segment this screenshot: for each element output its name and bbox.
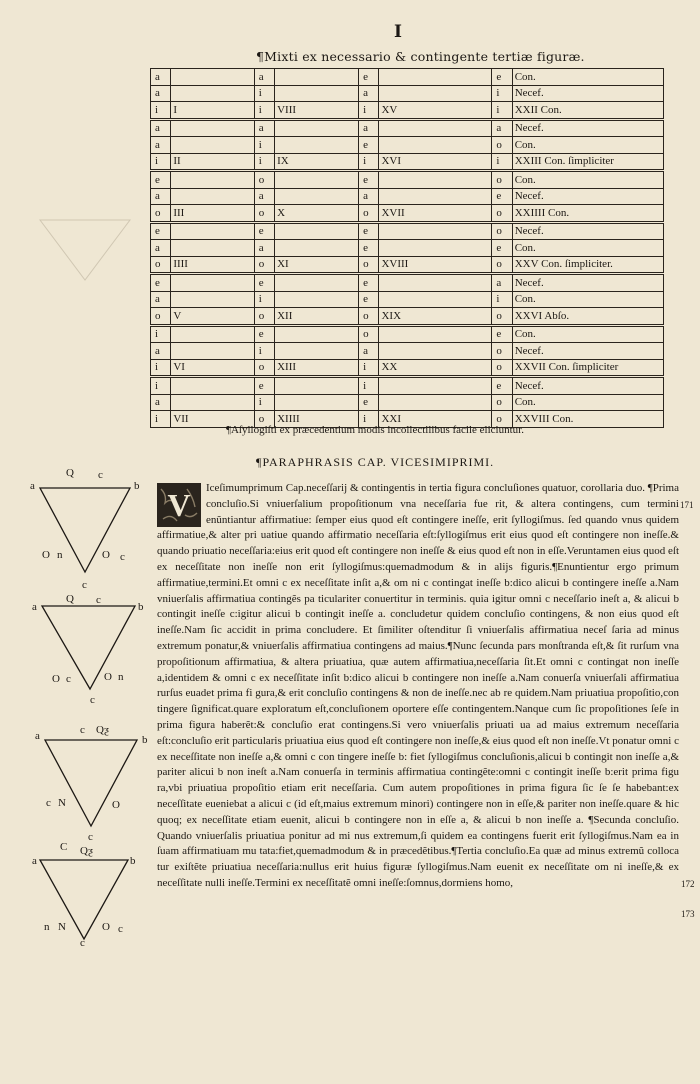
- table-cell: a: [151, 137, 171, 154]
- table-cell: Necef.: [512, 119, 663, 137]
- table-row: [151, 222, 664, 240]
- syllogism-diagrams: [0, 460, 170, 960]
- table-cell: [171, 188, 254, 205]
- diagram-label: a: [32, 601, 37, 613]
- table-cell: o: [492, 394, 512, 411]
- table-row: [151, 137, 664, 154]
- table-cell: o: [492, 171, 512, 189]
- table-cell: [379, 171, 492, 189]
- table-cell: e: [359, 171, 379, 189]
- faint-bleed-triangle: [30, 200, 140, 290]
- table-cell: [275, 69, 359, 86]
- diagram-label: b: [130, 855, 136, 867]
- table-cell: e: [254, 325, 274, 343]
- table-cell: e: [492, 69, 512, 86]
- table-cell: Con.: [512, 394, 663, 411]
- table-cell: i: [492, 153, 512, 171]
- table-cell: o: [492, 256, 512, 274]
- table-cell: i: [151, 153, 171, 171]
- table-cell: e: [492, 240, 512, 257]
- table-row: [151, 325, 664, 343]
- diagram-label: Q: [66, 593, 74, 605]
- table-cell: Necef.: [512, 377, 663, 395]
- table-row: [151, 308, 664, 326]
- table-cell: o: [151, 308, 171, 326]
- table-cell: a: [151, 119, 171, 137]
- table-cell: IX: [275, 153, 359, 171]
- table-cell: [171, 171, 254, 189]
- table-cell: [379, 188, 492, 205]
- table-cell: a: [151, 291, 171, 308]
- table-cell: Necef.: [512, 222, 663, 240]
- table-cell: [379, 325, 492, 343]
- diagram-label: c: [98, 469, 103, 481]
- table-cell: XVIII: [379, 256, 492, 274]
- diagram-label: O: [104, 671, 112, 683]
- diagram-label: c: [82, 579, 87, 591]
- table-cell: o: [254, 205, 274, 223]
- table-cell: [171, 377, 254, 395]
- table-cell: XXVIII Con.: [512, 411, 663, 428]
- table-cell: i: [254, 291, 274, 308]
- table-cell: e: [359, 291, 379, 308]
- table-cell: a: [359, 188, 379, 205]
- table-title: ¶Mixti ex necessario & contingente tertiæ figuræ.: [256, 49, 585, 64]
- table-cell: i: [492, 102, 512, 120]
- table-cell: [275, 325, 359, 343]
- table-cell: [171, 137, 254, 154]
- table-cell: [171, 394, 254, 411]
- table-cell: VI: [171, 359, 254, 377]
- diagram-label: O: [102, 921, 110, 933]
- diagram-label: a: [35, 730, 40, 742]
- diagram-label: a: [32, 855, 37, 867]
- table-cell: [275, 240, 359, 257]
- diagram-label: c: [66, 673, 71, 685]
- diagram-label: c: [118, 923, 123, 935]
- table-cell: XXIIII Con.: [512, 205, 663, 223]
- table-cell: a: [492, 274, 512, 292]
- diagram-label: C: [60, 841, 68, 853]
- table-cell: [171, 325, 254, 343]
- table-cell: a: [359, 119, 379, 137]
- bleed-through-marks: [30, 200, 140, 293]
- table-cell: Con.: [512, 325, 663, 343]
- modes-table: [150, 68, 664, 428]
- table-row: [151, 377, 664, 395]
- table-cell: [171, 85, 254, 102]
- table-cell: XXV Con. ſimpliciter.: [512, 256, 663, 274]
- margin-note-172: 172: [681, 879, 695, 889]
- table-cell: o: [359, 325, 379, 343]
- table-cell: o: [151, 256, 171, 274]
- table-cell: [275, 222, 359, 240]
- table-cell: [275, 394, 359, 411]
- table-row: [151, 171, 664, 189]
- table-cell: e: [254, 274, 274, 292]
- diagram-label: b: [142, 734, 148, 746]
- table-row: [151, 343, 664, 360]
- table-cell: a: [254, 240, 274, 257]
- table-cell: [379, 343, 492, 360]
- table-cell: i: [151, 102, 171, 120]
- triangle-diagram-3: [35, 724, 148, 843]
- table-cell: I: [171, 102, 254, 120]
- table-row: [151, 359, 664, 377]
- table-cell: i: [359, 153, 379, 171]
- triangle-diagram-2: [32, 593, 144, 706]
- table-cell: o: [254, 359, 274, 377]
- diagram-label: O: [112, 799, 120, 811]
- table-cell: [379, 291, 492, 308]
- table-cell: [275, 377, 359, 395]
- table-cell: VIII: [275, 102, 359, 120]
- table-cell: II: [171, 153, 254, 171]
- table-cell: o: [492, 205, 512, 223]
- table-cell: XIII: [275, 359, 359, 377]
- table-cell: i: [359, 411, 379, 428]
- table-cell: V: [171, 308, 254, 326]
- table-cell: i: [151, 325, 171, 343]
- table-cell: o: [151, 205, 171, 223]
- table-cell: Necef.: [512, 188, 663, 205]
- table-cell: e: [254, 222, 274, 240]
- paraphrase-text: [157, 481, 679, 892]
- table-cell: IIII: [171, 256, 254, 274]
- table-row: [151, 188, 664, 205]
- table-row: [151, 394, 664, 411]
- table-cell: [171, 240, 254, 257]
- table-cell: o: [492, 137, 512, 154]
- table-cell: o: [492, 222, 512, 240]
- diagram-label: n: [118, 671, 124, 683]
- table-cell: [379, 377, 492, 395]
- table-row: [151, 291, 664, 308]
- table-cell: [379, 240, 492, 257]
- diagram-label: n: [57, 549, 63, 561]
- diagram-label: N: [58, 797, 66, 809]
- table-cell: o: [359, 308, 379, 326]
- diagram-label: b: [134, 480, 140, 492]
- table-row: [151, 153, 664, 171]
- table-cell: Con.: [512, 69, 663, 86]
- table-cell: XXVII Con. ſimpliciter: [512, 359, 663, 377]
- table-cell: o: [254, 171, 274, 189]
- table-cell: III: [171, 205, 254, 223]
- table-cell: a: [151, 188, 171, 205]
- table-cell: o: [492, 359, 512, 377]
- table-cell: XXIII Con. ſimpliciter: [512, 153, 663, 171]
- diagram-label: c: [80, 724, 85, 736]
- table-cell: [275, 188, 359, 205]
- diagram-label: c: [80, 937, 85, 949]
- table-row: [151, 205, 664, 223]
- table-cell: [275, 137, 359, 154]
- table-cell: XXII Con.: [512, 102, 663, 120]
- table-cell: XV: [379, 102, 492, 120]
- table-cell: a: [254, 188, 274, 205]
- table-cell: VII: [171, 411, 254, 428]
- triangle-diagram-1: [30, 467, 140, 591]
- table-cell: X: [275, 205, 359, 223]
- table-cell: Con.: [512, 291, 663, 308]
- section-heading: ¶PARAPHRASIS CAP. VICESIMIPRIMI.: [256, 455, 495, 469]
- diagram-label: b: [138, 601, 144, 613]
- table-cell: e: [359, 274, 379, 292]
- table-cell: e: [254, 377, 274, 395]
- table-cell: e: [359, 137, 379, 154]
- diagram-label: Qƺ: [80, 845, 93, 857]
- table-cell: [171, 291, 254, 308]
- table-cell: i: [492, 85, 512, 102]
- diagram-label: O: [52, 673, 60, 685]
- table-cell: o: [359, 256, 379, 274]
- table-cell: Necef.: [512, 85, 663, 102]
- table-cell: i: [254, 102, 274, 120]
- table-cell: i: [254, 137, 274, 154]
- table-cell: a: [151, 343, 171, 360]
- table-cell: i: [359, 359, 379, 377]
- table-cell: XX: [379, 359, 492, 377]
- table-cell: i: [151, 377, 171, 395]
- table-cell: XII: [275, 308, 359, 326]
- table-row: [151, 256, 664, 274]
- table-cell: [171, 119, 254, 137]
- table-cell: a: [359, 343, 379, 360]
- table-cell: o: [492, 343, 512, 360]
- table-row: [151, 85, 664, 102]
- table-cell: [379, 119, 492, 137]
- table-cell: [275, 274, 359, 292]
- table-cell: i: [151, 411, 171, 428]
- table-cell: a: [151, 69, 171, 86]
- margin-note-173: 173: [681, 909, 695, 919]
- table-cell: i: [492, 291, 512, 308]
- table-cell: [275, 85, 359, 102]
- table-row: [151, 102, 664, 120]
- table-cell: [275, 171, 359, 189]
- table-cell: Con.: [512, 240, 663, 257]
- table-cell: Necef.: [512, 274, 663, 292]
- table-cell: i: [254, 394, 274, 411]
- table-cell: XI: [275, 256, 359, 274]
- table-cell: o: [492, 308, 512, 326]
- table-cell: XIX: [379, 308, 492, 326]
- table-cell: i: [254, 153, 274, 171]
- table-cell: e: [359, 394, 379, 411]
- diagram-label: Qƺ: [96, 724, 109, 736]
- triangle-diagram-4: [32, 841, 136, 949]
- table-row: [151, 119, 664, 137]
- table-cell: i: [254, 343, 274, 360]
- table-cell: a: [254, 119, 274, 137]
- diagram-label: Q: [66, 467, 74, 479]
- table-cell: e: [359, 222, 379, 240]
- table-cell: a: [151, 85, 171, 102]
- diagram-label: c: [88, 831, 93, 843]
- table-cell: Necef.: [512, 343, 663, 360]
- page-number: I: [394, 22, 402, 42]
- table-cell: [171, 343, 254, 360]
- diagram-label: c: [120, 551, 125, 563]
- table-cell: a: [151, 240, 171, 257]
- table-cell: [275, 119, 359, 137]
- drop-cap-letter: V: [167, 487, 191, 523]
- table-cell: Con.: [512, 171, 663, 189]
- table-cell: [275, 343, 359, 360]
- table-cell: XVII: [379, 205, 492, 223]
- table-row: [151, 274, 664, 292]
- table-cell: e: [492, 377, 512, 395]
- table-cell: XXI: [379, 411, 492, 428]
- table-cell: e: [151, 274, 171, 292]
- table-footnote: ¶Aſyllogiſti ex præcedentium modis incollectilibus facile eliciuntur.: [226, 424, 524, 436]
- table-cell: o: [359, 205, 379, 223]
- table-cell: [379, 137, 492, 154]
- table-cell: [379, 69, 492, 86]
- table-cell: e: [359, 240, 379, 257]
- table-cell: [171, 274, 254, 292]
- table-cell: a: [254, 69, 274, 86]
- table-cell: XIIII: [275, 411, 359, 428]
- table-cell: i: [254, 85, 274, 102]
- table-cell: [171, 222, 254, 240]
- table-cell: a: [359, 85, 379, 102]
- table-cell: a: [151, 394, 171, 411]
- table-cell: e: [492, 325, 512, 343]
- table-cell: o: [254, 308, 274, 326]
- table-cell: [379, 274, 492, 292]
- diagram-label: c: [90, 694, 95, 706]
- table-cell: o: [492, 411, 512, 428]
- table-cell: i: [151, 359, 171, 377]
- table-cell: XVI: [379, 153, 492, 171]
- table-cell: i: [359, 102, 379, 120]
- table-row: [151, 240, 664, 257]
- diagram-label: a: [30, 480, 35, 492]
- table-cell: [171, 69, 254, 86]
- diagram-label: O: [42, 549, 50, 561]
- diagram-label: n: [44, 921, 50, 933]
- diagram-label: c: [46, 797, 51, 809]
- table-cell: e: [151, 171, 171, 189]
- table-cell: Con.: [512, 137, 663, 154]
- table-cell: [275, 291, 359, 308]
- table-cell: i: [359, 377, 379, 395]
- margin-note-171: 171: [680, 500, 694, 510]
- table-cell: a: [492, 119, 512, 137]
- table-cell: e: [359, 69, 379, 86]
- table-row: [151, 69, 664, 86]
- table-cell: e: [151, 222, 171, 240]
- table-cell: [379, 85, 492, 102]
- table-cell: [379, 394, 492, 411]
- diagram-label: c: [96, 594, 101, 606]
- diagram-label: N: [58, 921, 66, 933]
- table-cell: e: [492, 188, 512, 205]
- body-text: Iceſimumprimum Cap.neceſſarij & contingentis in tertia figura concluſiones quatuor, corollaria duo. ¶Prima concluſio.Si vniuerſalium propoſitionum vna neceſſaria fue rit, & altera contingens, cum termini enũntiantur affirmatiue: ſemper eius quod eſt contingere ineſſe, erit ſyllogiſmus. ſed quando vnus quidem affirmatiue,& alter pri uatiue quando affirmatio neceſſaria eſt:ſyllogiſmus erit eius quod eſt contingere non ineſſe.& quando priuatio neceſſaria:eius erit quod eſt contingere non ineſſe & eius quod eſt non in eſſe.Veruntamen eius quod eſt ex neceſſitate non ineſſe non erit ſyllogiſmus:quemadmodum & in alijs figuris.¶Enuntientur ergo primum affirmatiue,termini.Et omni c ex neceſſitate inſit a,& om ni c contingat ineſſe b:dico alicui b contingere ineſſe a.Nam vniuerſalis affirmatiua contingẽs pa ticulariter conuertitur in terminis. quia igitur omni c neceſſario ineſt a, & alicui b contingit ineſſe c:igitur alicui b contingit ineſſe a. concludetur quidem concluſio contingens, & non eius quod eſt ineſſe.Nam ſic accidit in prima concludere. Et ſimiliter oſtenditur ſi vniuerſalis affirmatiua neceſ ſaria ad minus extremum ponatur,& vniuerſalis affirmatiua contingens ad maius.¶Nunc ſecunda pars monſtranda eſt,& ſit rurſum vna propoſitionum affirmatiua, & altera priuatiua, quæ autem affirmatiua,neceſſaria ſit.Et omni c contingat non ineſſe a,identidem & omni c ex neceſſitate inſit b:dico alicui b contingere non ineſſe a.Nam conuerſa vniuerſali affirmatiua rurſus euadet prima fi gura,& erit concluſio contingens & non de ineſſe.nec ab re quidem.Nam priuatiua propoſitio,con tingere ſignificat.quare exploratum eſt,concluſionem oportere eſſe contingentem.Nanque cum ſic propoſitiones ſeſe in prima figura haberẽt:& concluſio erat contingens.Si vero vniuerſalis priuati ua ad maius extremum neceſſaria eſt:concluſio erit particularis priuatiua eius quod eſt contingere non ineſſe,& eius quod eſt non ineſſe.Vt ponatur omni c ex neceſſitate non ineſſe a,& omni c con tingere ineſſe b: fiet ſyllogiſmus concluſionis,alicui b contingit non ineſſe a,& pariter alicui b non ineſt a.Nam conuerſa in terminis affirmatiua contingẽte:omni c contingit ineſſe b:erit prima figu ra,vbi priuatiua propoſitio etiam erit neceſſaria. Cum autem propoſitiones in prima figura ſic ſe ſe habebant:ex neceſſitate eueniebat a alicui c (id eſt,maius extremum minori) contingere non in eſſe,& pariter non ineſſe.quare & hic quoq; ex neceſſitate etiam euenit, alicui b contingere non in eſſe a, & alicui b non ineſſe a. ¶Secunda concluſio. Quando vniuerſalis priuatiua ponitur ad mi nus extremum,ſi quidem ea contingens fuerit erit ſyllogiſmus.Nam ea in ſuam affirmatiuam mu tata:fiet,quemadmodum & in præcedẽtibus.¶Tertia concluſio.Ea quæ ad minus extremũ colloca tur exiſtẽte priuatiua neceſſaria:nullus erit huius figuræ ſyllogiſmus.Nam euenit ex neceſſitate om ni ineſſe,& ex neceſſitate nulli ineſſe.Termini ex neceſſitatẽ omni ineſſe:ſomnus,dormiens homo,: [157, 482, 679, 889]
- diagram-label: O: [102, 549, 110, 561]
- table-cell: o: [254, 411, 274, 428]
- table-cell: [379, 222, 492, 240]
- table-cell: o: [254, 256, 274, 274]
- table-cell: XXVI Abſo.: [512, 308, 663, 326]
